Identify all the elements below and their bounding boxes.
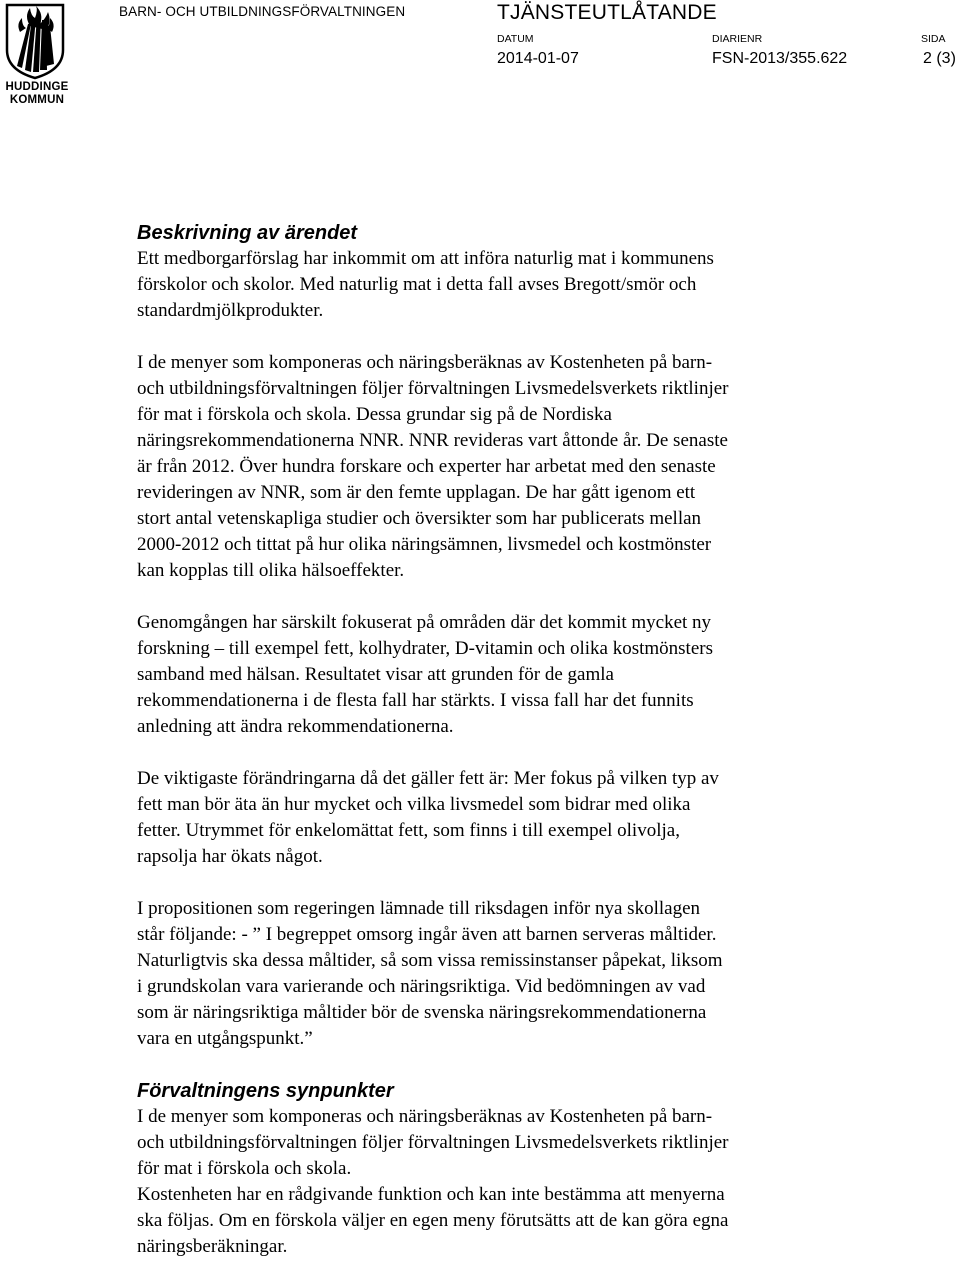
logo-text <box>2 81 72 107</box>
paragraph-intro <box>137 246 937 324</box>
text-line: De viktigaste förändringarna då det gäller fett är: Mer fokus på vilken typ av <box>137 768 719 789</box>
paragraph-review <box>137 610 937 740</box>
text-line: 2000-2012 och tittat på hur olika näringsämnen, livsmedel och kostmönster <box>137 534 712 555</box>
department-name: BARN- OCH UTBILDNINGSFÖRVALTNINGEN <box>119 4 406 19</box>
text-line: Kostenheten har en rådgivande funktion och kan inte bestämma att menyerna <box>137 1184 725 1205</box>
page-label: SIDA <box>921 33 946 45</box>
text-line: ska följas. Om en förskola väljer en egen meny förutsätts att de kan göra egna <box>137 1210 729 1231</box>
diary-number-label: DIARIENR <box>712 33 763 45</box>
text-line: standardmjölkprodukter. <box>137 300 324 321</box>
paragraph-fat-changes <box>137 766 937 870</box>
text-line: forskning – till exempel fett, kolhydrater, D-vitamin och olika kostmönsters <box>137 638 713 659</box>
document-body <box>137 220 937 1260</box>
diary-number-value: FSN-2013/355.622 <box>712 50 848 67</box>
text-line: fetter. Utrymmet för enkelomättat fett, som finns i till exempel olivolja, <box>137 820 680 841</box>
text-line: rekommendationerna i de flesta fall har stärkts. I vissa fall har det funnits <box>137 690 694 711</box>
text-line: anledning att ändra rekommendationerna. <box>137 716 454 737</box>
municipality-logo <box>2 2 68 106</box>
logo-text-line1: HUDDINGE <box>5 81 69 93</box>
text-line: Genomgången har särskilt fokuserat på områden där det kommit mycket ny <box>137 612 712 633</box>
text-line: revideringen av NNR, som är den femte upplagan. De har gått igenom ett <box>137 482 696 503</box>
text-line: vara en utgångspunkt.” <box>137 1028 313 1049</box>
text-line: näringsrekommendationerna NNR. NNR revideras vart åttonde år. De senaste <box>137 430 728 451</box>
paragraph-kitchen-unit <box>137 1182 937 1260</box>
text-line: förskolor och skolor. Med naturlig mat i detta fall avses Bregott/smör och <box>137 274 697 295</box>
date-label: DATUM <box>497 33 534 45</box>
text-line: stort antal vetenskapliga studier och översikter som har publicerats mellan <box>137 508 702 529</box>
paragraph-proposition <box>137 896 937 1052</box>
text-line: och utbildningsförvaltningen följer förvaltningen Livsmedelsverkets riktlinjer <box>137 378 729 399</box>
section-heading-viewpoints: Förvaltningens synpunkter <box>137 1080 394 1102</box>
text-line: och utbildningsförvaltningen följer förvaltningen Livsmedelsverkets riktlinjer <box>137 1132 729 1153</box>
text-line: rapsolja har ökats något. <box>137 846 323 867</box>
text-line: I propositionen som regeringen lämnade till riksdagen inför nya skollagen <box>137 898 700 919</box>
date-value: 2014-01-07 <box>497 50 579 67</box>
text-line: Naturligtvis ska dessa måltider, så som vissa remissinstanser påpekat, liksom <box>137 950 723 971</box>
text-line: är från 2012. Över hundra forskare och experter har arbetat med den senaste <box>137 456 716 477</box>
paragraph-menus <box>137 350 937 584</box>
page-number-value: 2 (3) <box>923 50 956 67</box>
text-line: fett man bör äta än hur mycket och vilka livsmedel som bidrar med olika <box>137 794 691 815</box>
text-line: I de menyer som komponeras och näringsberäknas av Kostenheten på barn- <box>137 352 713 373</box>
text-line: samband med hälsan. Resultatet visar att grunden för de gamla <box>137 664 614 685</box>
text-line: för mat i förskola och skola. Dessa grundar sig på de Nordiska <box>137 404 612 425</box>
section-heading-description: Beskrivning av ärendet <box>137 222 358 244</box>
text-line: som är näringsriktiga måltider bör de svenska näringsrekommendationerna <box>137 1002 707 1023</box>
text-line: kan kopplas till olika hälsoeffekter. <box>137 560 405 581</box>
text-line: Ett medborgarförslag har inkommit om att införa naturlig mat i kommunens <box>137 248 714 269</box>
text-line: för mat i förskola och skola. <box>137 1158 352 1179</box>
document-type: TJÄNSTEUTLÅTANDE <box>497 1 717 24</box>
text-line: står följande: - ” I begreppet omsorg ingår även att barnen serveras måltider. <box>137 924 717 945</box>
text-line: näringsberäkningar. <box>137 1236 288 1257</box>
logo-text-line2: KOMMUN <box>9 94 65 106</box>
paragraph-viewpoints <box>137 1104 937 1182</box>
flame-crest-icon <box>2 2 68 80</box>
text-line: I de menyer som komponeras och näringsberäknas av Kostenheten på barn- <box>137 1106 713 1127</box>
text-line: i grundskolan vara varierande och näringsriktiga. Vid bedömningen av vad <box>137 976 706 997</box>
